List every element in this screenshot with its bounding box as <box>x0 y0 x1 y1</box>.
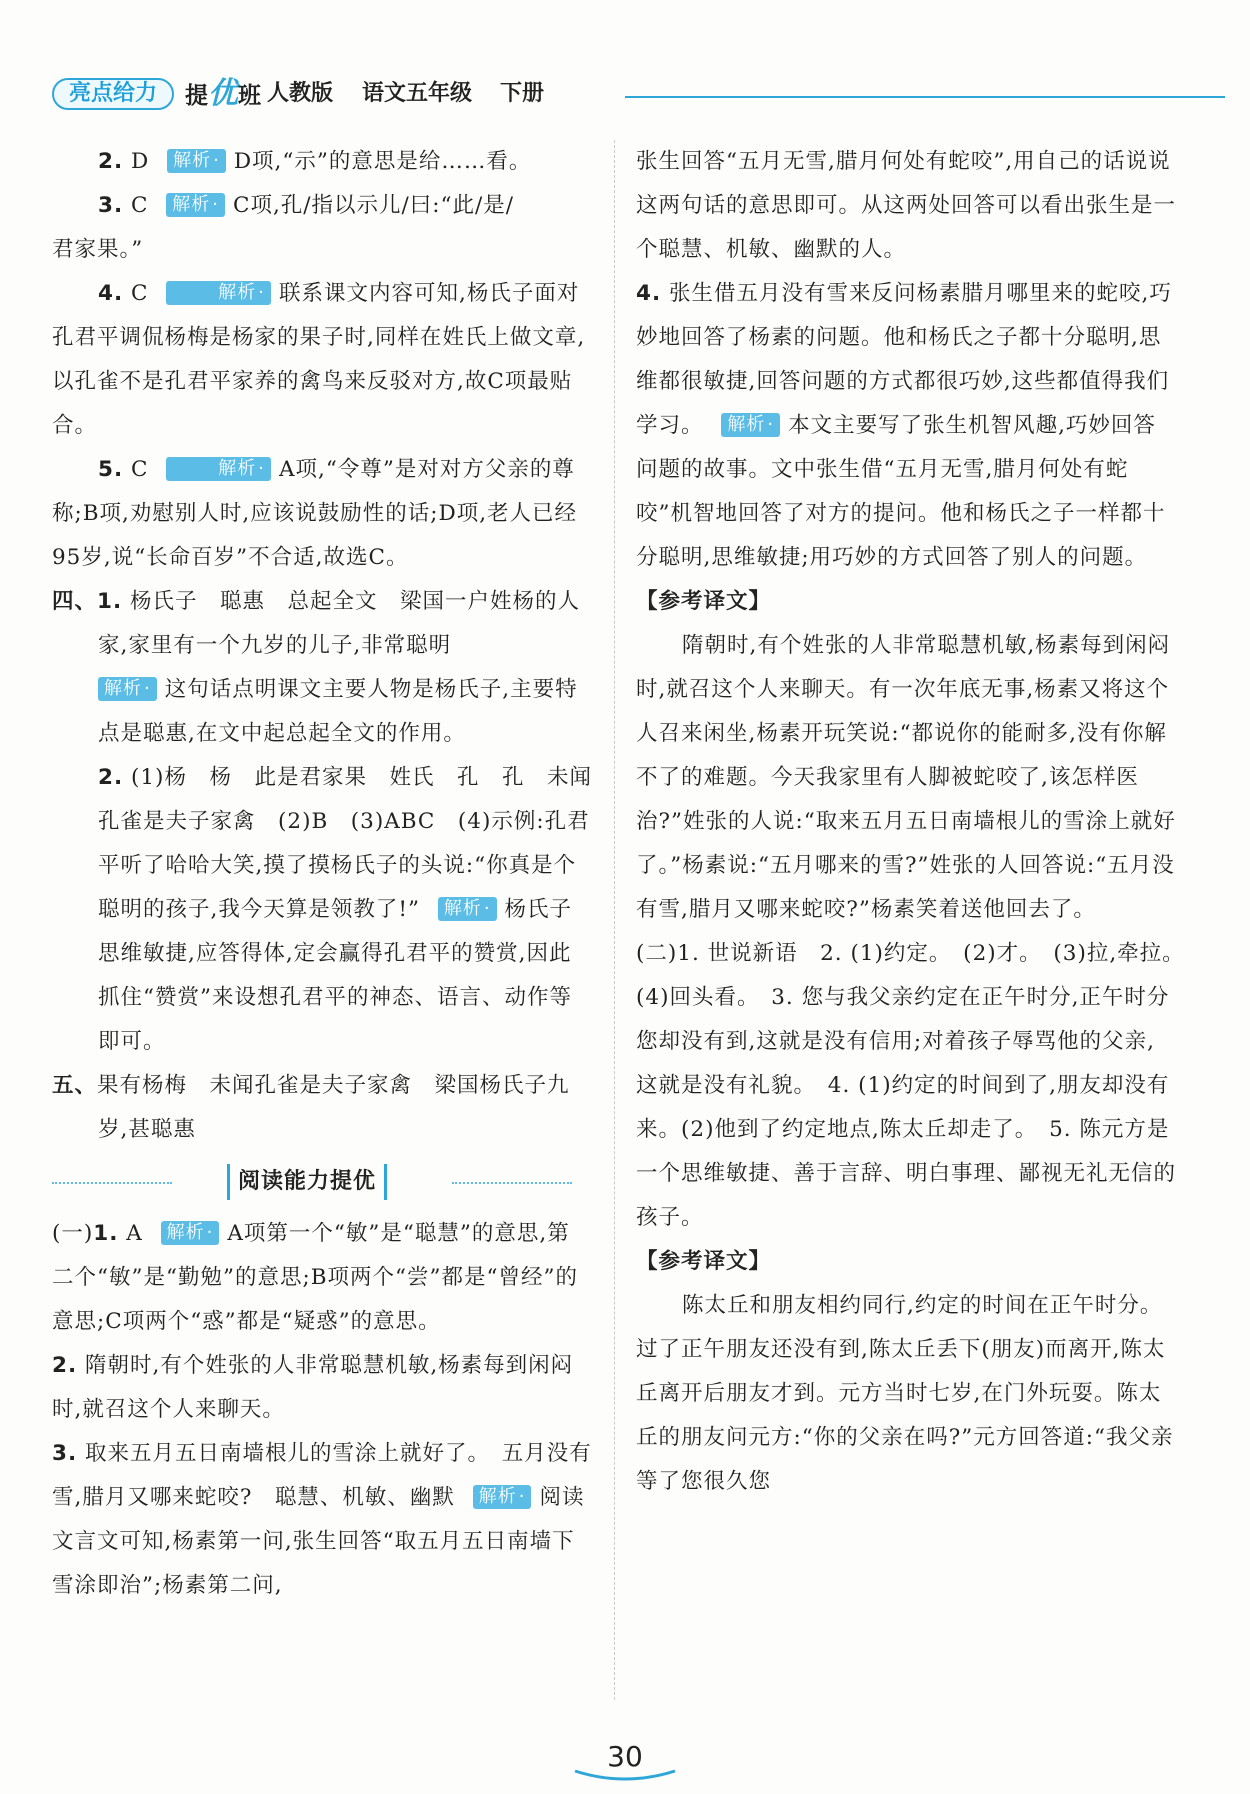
item-number: 2. <box>98 149 124 174</box>
item-analysis: D项,“示”的意思是给……看。 <box>233 149 532 174</box>
item-answer: 杨氏子 聪惠 总起全文 梁国一户姓杨的人家,家里有一个九岁的儿子,非常聪明 <box>98 589 581 658</box>
item-answer: 取来五月五日南墙根儿的雪涂上就好了。 五月没有雪,腊月又哪来蛇咬? 聪慧、机敏、幽默 <box>52 1441 592 1510</box>
item-analysis-block <box>52 668 592 756</box>
right-column <box>636 140 1197 1504</box>
item-answer: C <box>130 457 149 482</box>
heading-rule-right <box>452 1182 572 1184</box>
analysis-tag: 解析 · <box>721 413 780 437</box>
item-number: 1. <box>97 589 123 614</box>
item-analysis: A项,“令尊”是对对方父亲的尊称;B项,劝慰别人时,应该说鼓励性的话;D项,老人已经95岁,说“长命百岁”不合适,故选C。 <box>52 457 578 570</box>
answer-item <box>52 1432 592 1608</box>
item-number: 2. <box>98 765 124 790</box>
section-heading <box>52 1160 592 1204</box>
reference-translation: 陈太丘和朋友相约同行,约定的时间在正午时分。过了正午朋友还没有到,陈太丘丢下(朋友)而离开,陈太丘离开后朋友才到。元方当时七岁,在门外玩耍。陈太丘的朋友问元方:“你的父亲在吗?”元方回答道:“我父亲等了您很久您 <box>636 1293 1174 1494</box>
section-heading-text: 阅读能力提优 <box>227 1164 387 1200</box>
reference-translation-title: 【参考译文】 <box>636 589 772 614</box>
item-number: 1. <box>93 1221 119 1246</box>
volume-label: 下册 <box>500 81 545 106</box>
answer-item <box>52 448 592 580</box>
header-rule <box>625 96 1225 98</box>
answer-item-continued: 君家果。” <box>52 237 144 262</box>
item-number: 5. <box>98 457 124 482</box>
subject-label: 语文五年级 <box>362 81 473 106</box>
item-answer: C <box>130 281 149 306</box>
series-title <box>185 74 261 116</box>
page-number-swoosh <box>570 1765 680 1785</box>
analysis-tag: 解析 · <box>167 149 226 173</box>
analysis-tag: 解析 · <box>166 193 225 217</box>
item-number: 2. <box>52 1353 78 1378</box>
analysis-tag: 解析 · <box>166 457 271 481</box>
series-title-post: 班 <box>238 83 261 109</box>
left-column <box>52 140 592 1608</box>
answer-item <box>636 272 1176 580</box>
reference-translation: 隋朝时,有个姓张的人非常聪慧机敏,杨素每到闲闷时,就召这个人来聊天。有一次年底无事,杨素又将这个人召来闲坐,杨素开玩笑说:“都说你的能耐多,没有你解不了的难题。今天我家里有人脚被蛇咬了,该怎样医治?”姓张的人说:“取来五月五日南墙根儿的雪涂上就好了。”杨素说:“五月哪来的雪?”姓张的人回答说:“五月没有雪,腊月又哪来蛇咬?”杨素笑着送他回去了。 <box>636 633 1176 922</box>
answer-item-continued: 张生回答“五月无雪,腊月何处有蛇咬”,用自己的话说说这两句话的意思即可。从这两处回答可以看出张生是一个聪慧、机敏、幽默的人。 <box>636 149 1177 262</box>
analysis-tag: 解析 · <box>98 677 157 701</box>
item-answer: C <box>130 193 149 218</box>
item-answer: 3. 您与我父亲约定在正午时分,正午时分您却没有到,这就是没有信用;对着孩子辱骂他的父亲,这就是没有礼貌。 <box>636 985 1170 1098</box>
section-label: 四、 <box>52 589 98 614</box>
reference-translation-title: 【参考译文】 <box>636 1249 772 1274</box>
analysis-tag: 解析 · <box>166 281 271 305</box>
item-answer: 隋朝时,有个姓张的人非常聪慧机敏,杨素每到闲闷时,就召这个人来聊天。 <box>52 1353 574 1422</box>
section-label: 五、 <box>52 1073 98 1098</box>
item-analysis: 联系课文内容可知,杨氏子面对孔君平调侃杨梅是杨家的果子时,同样在姓氏上做文章,以孔雀不是孔君平家养的禽鸟来反驳对方,故C项最贴合。 <box>52 281 586 438</box>
item-answer: (1)杨 杨 此是君家果 姓氏 孔 孔 未闻孔雀是夫子家禽 (2)B (3)ABC (4)示例:孔君平听了哈哈大笑,摸了摸杨氏子的头说:“你真是个聪明的孩子,我今天算是领教了!” <box>98 765 592 922</box>
answer-group <box>636 932 1197 1240</box>
brand-badge: 亮点给力 <box>52 78 174 110</box>
group-label: (二) <box>636 941 678 966</box>
answer-item <box>52 184 592 228</box>
item-answer: 张生借五月没有雪来反问杨素腊月哪里来的蛇咬,巧妙地回答了杨素的问题。他和杨氏之子都十分聪明,思维都很敏捷,回答问题的方式都很巧妙,这些都值得我们学习。 <box>636 281 1172 438</box>
item-number: 4. <box>636 281 662 306</box>
item-answer: D <box>130 149 150 174</box>
group-label: (一) <box>52 1221 94 1246</box>
item-analysis: A项第一个“敏”是“聪慧”的意思,第二个“敏”是“勤勉”的意思;B项两个“尝”都是“曾经”的意思;C项两个“惑”都是“疑惑”的意思。 <box>52 1221 578 1334</box>
column-divider <box>614 140 615 1700</box>
analysis-tag: 解析 · <box>438 897 497 921</box>
edition-label: 人教版 <box>267 81 334 106</box>
analysis-tag: 解析 · <box>161 1221 220 1245</box>
item-analysis: 杨氏子思维敏捷,应答得体,定会赢得孔君平的赞赏,因此抓住“赞赏”来设想孔君平的神态、语言、动作等即可。 <box>98 897 573 1054</box>
item-answer: A <box>126 1221 143 1246</box>
page-number: 30 <box>607 1740 643 1773</box>
item-number: 3. <box>98 193 124 218</box>
series-title-mid: 优 <box>208 76 238 111</box>
item-analysis: 阅读文言文可知,杨素第一问,张生回答“取五月五日南墙下雪涂即治”;杨素第二问, <box>52 1485 585 1598</box>
item-number: 4. <box>98 281 124 306</box>
analysis-tag: 解析 · <box>473 1485 532 1509</box>
item-analysis: 本文主要写了张生机智风趣,巧妙回答问题的故事。文中张生借“五月无雪,腊月何处有蛇咬”机智地回答了对方的提问。他和杨氏之子一样都十分聪明,思维敏捷;用巧妙的方式回答了别人的问题。 <box>636 413 1166 570</box>
series-title-pre: 提 <box>185 83 208 109</box>
item-answer: 1. 世说新语 2. (1)约定。 (2)才。 (3)拉,牵拉。 (4)回头看。 <box>636 941 1197 1010</box>
answer-item <box>52 1344 592 1432</box>
section-five <box>52 1064 592 1152</box>
item-answer: 5. 陈元方是一个思维敏捷、善于言辞、明白事理、鄙视无礼无信的孩子。 <box>636 1117 1177 1230</box>
page-header <box>52 74 1172 114</box>
item-number: 3. <box>52 1441 78 1466</box>
answer-item <box>52 140 592 184</box>
item-answer: 4. (1)约定的时间到了,朋友却没有来。(2)他到了约定地点,陈太丘却走了。 <box>636 1073 1170 1142</box>
answer-item <box>52 272 592 448</box>
answer-item <box>52 756 592 1064</box>
item-analysis: C项,孔/指以示儿/曰:“此/是/ <box>233 193 515 218</box>
section-four <box>52 580 592 668</box>
heading-rule-left <box>52 1182 172 1184</box>
item-analysis: 这句话点明课文主要人物是杨氏子,主要特点是聪惠,在文中起总起全文的作用。 <box>98 677 578 746</box>
answer-item <box>52 1212 592 1344</box>
item-answer: 果有杨梅 未闻孔雀是夫子家禽 梁国杨氏子九岁,甚聪惠 <box>97 1073 570 1142</box>
